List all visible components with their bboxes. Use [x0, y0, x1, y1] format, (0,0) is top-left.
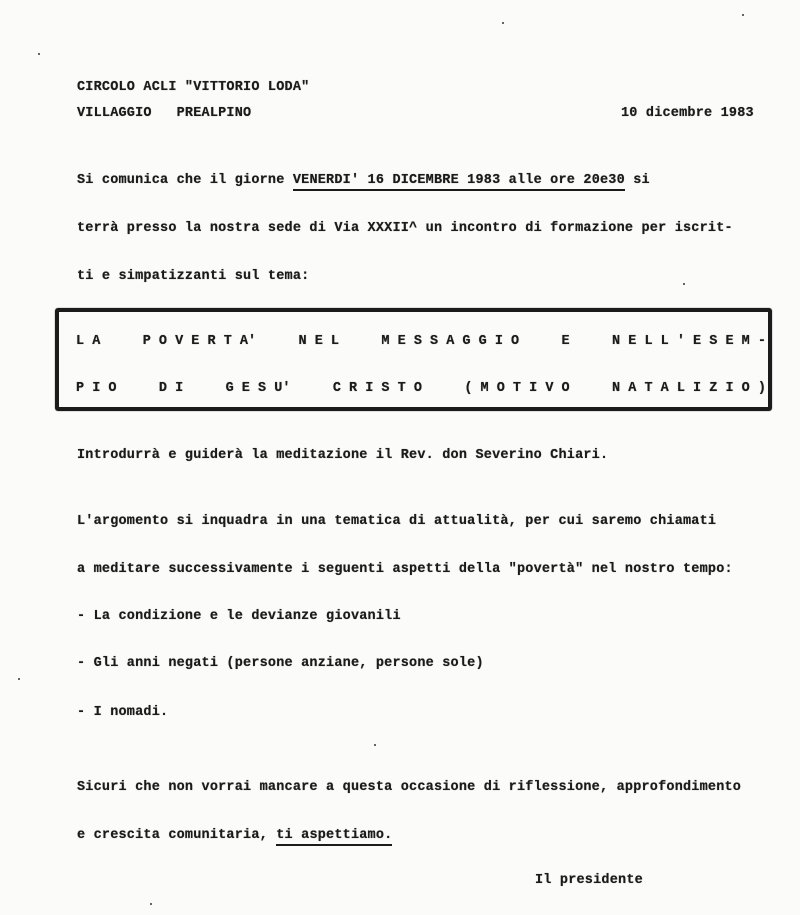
org-name: CIRCOLO ACLI "VITTORIO LODA": [77, 80, 310, 95]
context-line-1: L'argomento si inquadra in una tematica di attualità, per cui saremo chiamati: [77, 514, 717, 529]
scan-speck: [742, 14, 744, 16]
theme-word: P O V E R T A': [142, 334, 257, 349]
scan-speck: [683, 283, 685, 285]
scan-speck: [38, 53, 40, 55]
context-line-2: a meditare successivamente i seguenti aspetti della "povertà" nel nostro tempo:: [77, 562, 733, 577]
closing-line-2: [77, 828, 392, 844]
intro-line-1: [77, 173, 650, 189]
list-item: - La condizione e le devianze giovanili: [77, 609, 401, 624]
theme-word: N E L L ' E S E M -: [612, 334, 766, 349]
intro-text-end: si: [624, 173, 650, 188]
theme-word: D I: [158, 381, 184, 396]
intro-text-start: Si comunica che il giorne: [77, 173, 293, 188]
theme-word: E: [561, 334, 570, 349]
list-item: - Gli anni negati (persone anziane, persone sole): [77, 656, 484, 671]
theme-line-2: [76, 381, 766, 397]
theme-word: M E S S A G G I O: [381, 334, 520, 349]
theme-line-1: [76, 334, 766, 350]
scan-speck: [502, 22, 504, 24]
theme-word: G E S U': [225, 381, 291, 396]
signature: Il presidente: [535, 873, 643, 888]
intro-line-3: ti e simpatizzanti sul tema:: [77, 269, 310, 284]
place-name: VILLAGGIO PREALPINO: [77, 106, 252, 121]
scan-speck: [150, 903, 152, 905]
closing-underlined: ti aspettiamo.: [276, 828, 392, 846]
closing-line-1: Sicuri che non vorrai mancare a questa occasione di riflessione, approfondimento: [77, 780, 742, 795]
scan-speck: [18, 678, 20, 680]
theme-word: ( M O T I V O: [464, 381, 570, 396]
closing-text: e crescita comunitaria,: [77, 828, 277, 843]
scan-speck: [374, 744, 376, 746]
theme-word: C R I S T O: [332, 381, 422, 396]
theme-word: N A T A L I Z I O ): [612, 381, 766, 396]
theme-word: L A: [76, 334, 101, 349]
list-item: - I nomadi.: [77, 705, 169, 720]
theme-word: P I O: [76, 381, 117, 396]
introducer-line: Introdurrà e guiderà la meditazione il Rev. don Severino Chiari.: [77, 448, 609, 463]
letter-date: 10 dicembre 1983: [621, 106, 754, 121]
intro-line-2: terrà presso la nostra sede di Via XXXII^ un incontro di formazione per iscrit-: [77, 221, 733, 236]
theme-word: N E L: [298, 334, 340, 349]
event-datetime: VENERDI' 16 DICEMBRE 1983 alle ore 20e30: [293, 173, 625, 191]
